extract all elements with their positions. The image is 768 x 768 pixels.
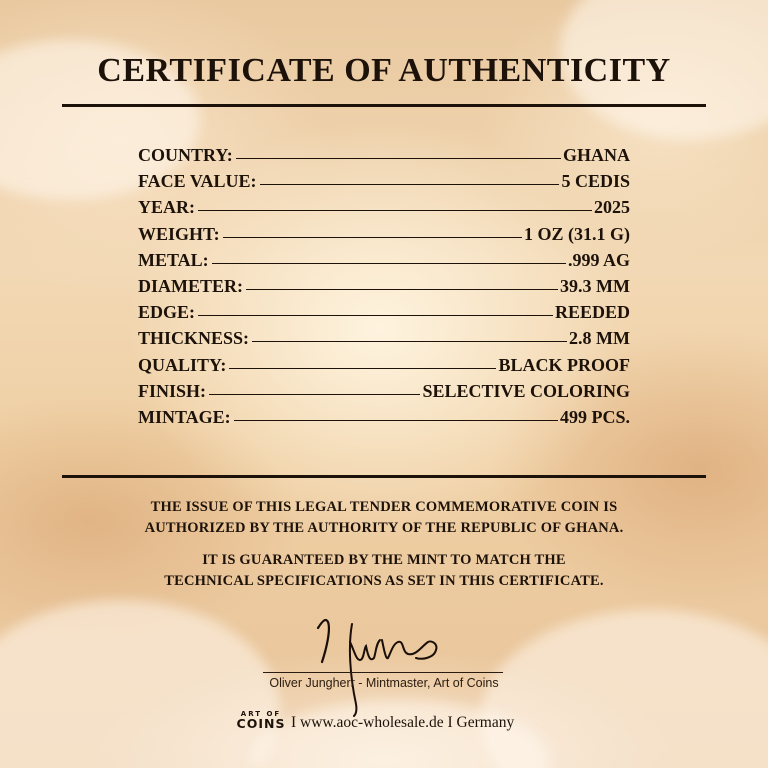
logo-text-top: ART OF (240, 710, 282, 718)
spec-value: .999 AG (567, 249, 630, 270)
spec-value: 39.3 MM (560, 275, 630, 296)
spec-leader-line (234, 420, 558, 421)
spec-label: EDGE: (138, 302, 196, 323)
spec-list (138, 145, 630, 433)
signature-caption: Oliver Jungherr - Mintmaster, Art of Coins (269, 676, 499, 690)
spec-label: DIAMETER: (138, 275, 244, 296)
spec-value: 2.8 MM (569, 328, 630, 349)
notice-line: THE ISSUE OF THIS LEGAL TENDER COMMEMORATIVE COIN IS (150, 499, 618, 515)
spec-leader-line (236, 158, 561, 159)
spec-row-thickness (138, 328, 630, 354)
bottom-divider (62, 475, 706, 478)
website-country-info: I www.aoc-wholesale.de I Germany (291, 714, 515, 731)
spec-value: GHANA (563, 145, 630, 165)
spec-label: MINTAGE: (138, 406, 231, 427)
handwritten-signature (290, 606, 470, 726)
spec-label: YEAR: (138, 197, 195, 218)
spec-label: FINISH: (138, 380, 207, 401)
spec-leader-line (252, 341, 567, 342)
spec-value: 5 CEDIS (561, 171, 630, 192)
spec-row-quality (138, 355, 630, 381)
signature-line (263, 672, 503, 673)
spec-label: THICKNESS: (138, 328, 250, 349)
notice-line: IT IS GUARANTEED BY THE MINT TO MATCH THE (202, 552, 566, 568)
spec-row-weight (138, 224, 630, 250)
spec-leader-line (212, 263, 566, 264)
authorization-notice (0, 497, 768, 539)
notice-line: AUTHORIZED BY THE AUTHORITY OF THE REPUBLIC OF GHANA. (144, 520, 624, 536)
spec-value: SELECTIVE COLORING (422, 380, 630, 401)
spec-row-edge (138, 302, 630, 328)
spec-row-finish (138, 381, 630, 407)
spec-leader-line (260, 184, 560, 185)
spec-leader-line (209, 394, 420, 395)
certificate-title: CERTIFICATE OF AUTHENTICITY (97, 52, 671, 89)
spec-row-diameter (138, 276, 630, 302)
spec-value: BLACK PROOF (498, 354, 630, 375)
guarantee-notice (0, 550, 768, 592)
spec-row-country (138, 145, 630, 171)
notice-line: TECHNICAL SPECIFICATIONS AS SET IN THIS CERTIFICATE. (164, 573, 604, 589)
art-of-coins-logo (233, 711, 289, 731)
spec-leader-line (246, 289, 558, 290)
spec-label: FACE VALUE: (138, 171, 257, 192)
spec-row-mintage (138, 407, 630, 433)
spec-leader-line (229, 368, 496, 369)
spec-row-metal (138, 250, 630, 276)
spec-value: 1 OZ (31.1 G) (524, 223, 630, 244)
spec-value: 2025 (594, 197, 630, 218)
spec-row-face-value (138, 171, 630, 197)
spec-label: WEIGHT: (138, 223, 220, 244)
spec-leader-line (198, 210, 592, 211)
logo-text-bottom: COINS (236, 716, 286, 731)
top-divider (62, 104, 706, 107)
spec-leader-line (198, 315, 553, 316)
spec-label: METAL: (138, 249, 209, 270)
spec-value: REEDED (554, 302, 630, 323)
spec-label: COUNTRY: (138, 145, 233, 165)
spec-label: QUALITY: (138, 354, 227, 375)
spec-leader-line (223, 237, 522, 238)
spec-row-year (138, 197, 630, 223)
spec-value: 499 PCS. (559, 406, 630, 427)
